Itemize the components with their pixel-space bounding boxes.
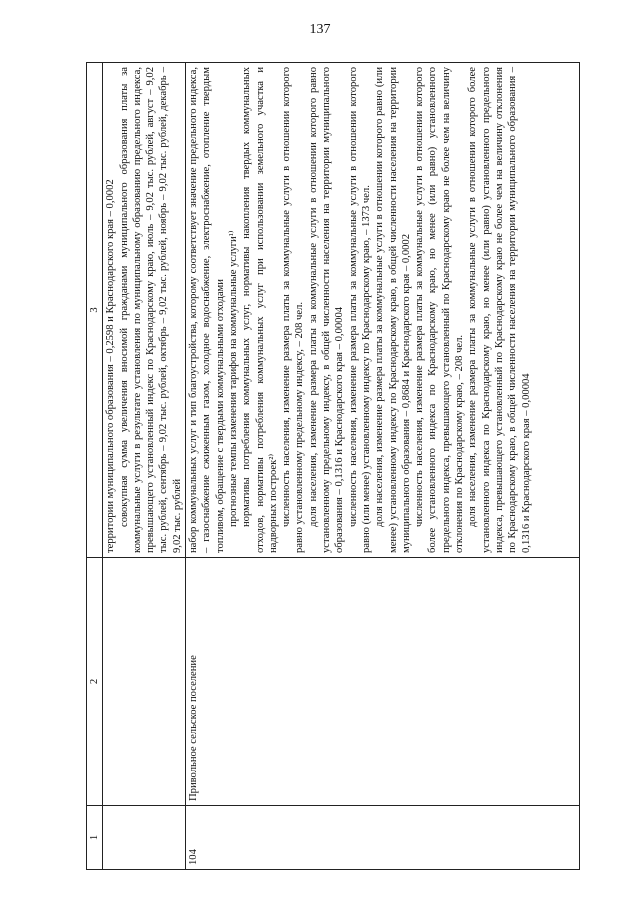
row-number-cell: 104: [186, 806, 580, 870]
row-paragraph: численность населения, изменение размера платы за коммунальные услуги в отношении которого более установленного индекса по Краснодарскому краю, но менее (или равно) установленного предельного индекса, превышающего установленный по Краснодарскому краю не более чем на величину отклонения по Краснодарскому краю, – 208 чел.: [414, 67, 466, 553]
settlement-name-cell: Привольное сельское поселение: [186, 558, 580, 806]
table-row-104: [186, 63, 580, 870]
continuation-number-cell: [103, 806, 186, 870]
row-paragraph: численность населения, изменение размера платы за коммунальные услуги в отношении которого равно (или менее) установленному индексу по Краснодарскому краю, – 1373 чел.: [347, 67, 372, 553]
row-text-cell: [186, 63, 580, 558]
header-cell-3: 3: [87, 63, 103, 558]
indices-table: [86, 62, 580, 870]
row-paragraph: прогнозные темпы изменения тарифов на коммунальные услуги¹⁾: [227, 230, 239, 527]
continuation-paragraph: территории муниципального образования – 0,2598 и Краснодарского края – 0,0002: [105, 179, 117, 553]
continuation-paragraph: совокупная сумма увеличения вносимой гражданами муниципального образования платы за коммунальные услуги в результате установления по муниципальному образованию предельного индекса, превышающего установленный индекс по Краснодарскому краю, июль – 9,02 тыс. рублей, август – 9,02 тыс. рублей, сентябрь – 9,02 тыс. рублей, октябрь – 9,02 тыс. рублей, ноябрь – 9,02 тыс. рублей, декабрь – 9,02 тыс. рублей: [118, 67, 183, 553]
page-number: 137: [309, 22, 331, 37]
header-cell-1: 1: [87, 806, 103, 870]
row-paragraph: нормативы потребления коммунальных услуг, нормативы накопления твердых коммунальных отходов, нормативы потребления коммунальных услуг при использовании земельного участка и надворных построек²⁾: [241, 67, 279, 553]
row-paragraph: доля населения, изменение размера платы за коммунальные услуги в отношении которого равно (или менее) установленному индексу по Краснодарскому краю, в общей численности населения на территории муниципального образования – 0,8684 и Краснодарского края – 0,0002: [374, 67, 412, 553]
row-paragraph: набор коммунальных услуг и тип благоустройства, которому соответствует значение предельного индекса, – газоснабжение сжиженным газом, холодное водоснабжение, электроснабжение, отопление твердым топливом, обращение с твердыми коммунальными отходами: [188, 67, 226, 553]
continuation-text-cell: [103, 63, 186, 558]
table-header-row: [87, 63, 103, 870]
table-row-continuation: [103, 63, 186, 870]
row-paragraph: доля населения, изменение размера платы за коммунальные услуги в отношении которого более установленного индекса по Краснодарскому краю, но менее (или равно) установленного предельного индекса, превышающего установленный по Краснодарскому краю не более чем на величину отклонения по Краснодарскому краю, в общей численности населения на территории муниципального образования – 0,1316 и Краснодарского края – 0,00004: [467, 67, 532, 553]
row-paragraph: численность населения, изменение размера платы за коммунальные услуги в отношении которого равно установленному предельному индексу, – 208 чел.: [281, 67, 306, 553]
header-cell-2: 2: [87, 558, 103, 806]
rotated-table-container: [86, 62, 580, 870]
continuation-name-cell: [103, 558, 186, 806]
row-paragraph: доля населения, изменение размера платы за коммунальные услуги в отношении которого равно установленному предельному индексу, в общей численности населения на территории муниципального образования – 0,1316 и Краснодарского края – 0,00004: [307, 67, 346, 553]
